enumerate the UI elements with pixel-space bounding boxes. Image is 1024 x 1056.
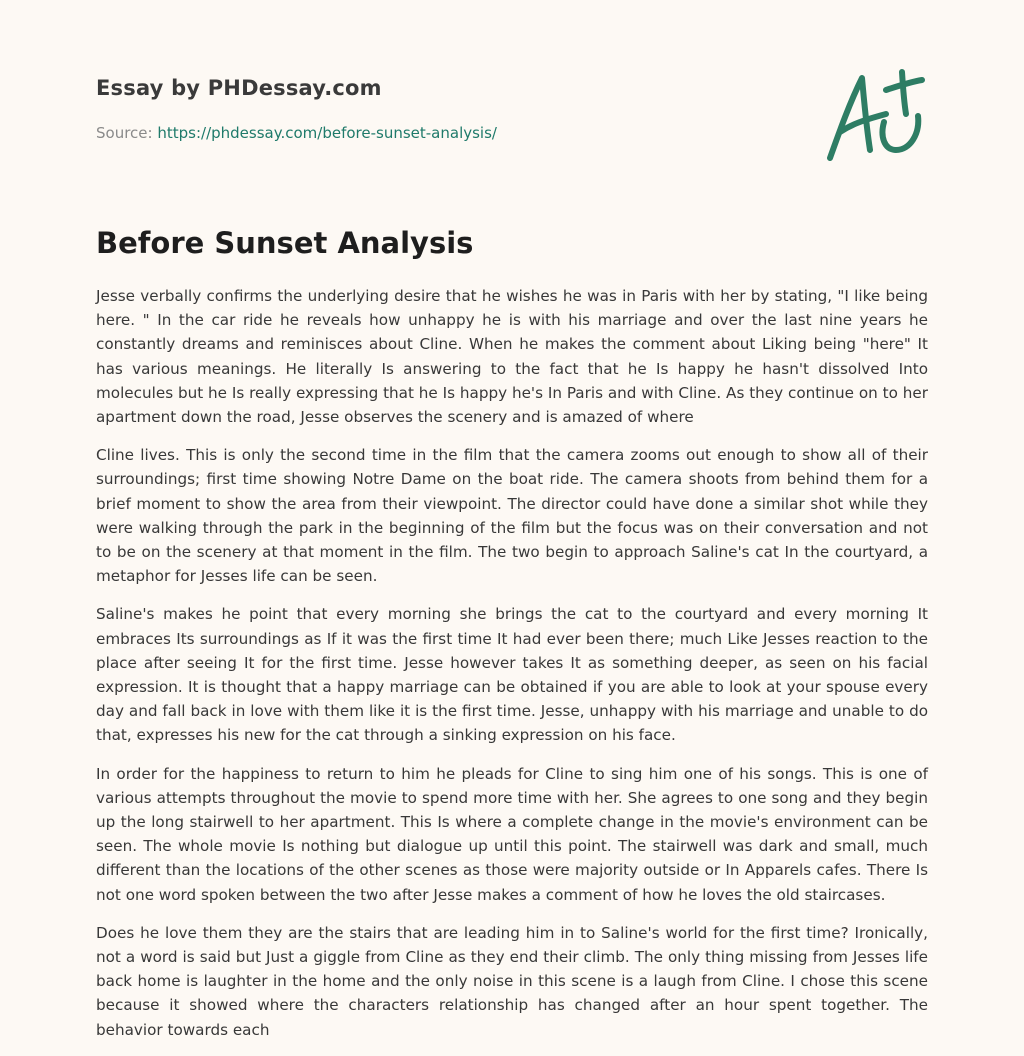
paragraph: In order for the happiness to return to him he pleads for Cline to sing him one of his songs. This is one of various attempts throughout the movie to spend more time with her. She agrees to one song and they begin up the long stairwell to her apartment. This Is where a complete change in the movie's environment can be seen. The whole movie Is nothing but dialogue up until this point. The stairwell was dark and small, much different than the locations of the other scenes as those were majority outside or In Apparels cafes. There Is not one word spoken between the two after Jesse makes a comment of how he loves the old staircases. [96, 764, 928, 904]
source-label: Source: [96, 124, 153, 142]
paragraph: Saline's makes he point that every morning she brings the cat to the courtyard and every morning It embraces Its surroundings as If it was the first time It had ever been there; much Like Jesses reaction to the place after seeing It for the first time. Jesse however takes It as something deeper, as seen on his facial expression. It is thought that a happy marriage can be obtained if you are able to look at your spouse every day and fall back in love with them like it is the first time. Jesse, unhappy with his marriage and unable to do that, expresses his new for the cat through a sinking expression on his face. [96, 605, 928, 745]
page-title: Before Sunset Analysis [96, 226, 474, 260]
header-source [96, 124, 497, 142]
a-plus-logo-icon [820, 64, 930, 168]
essay-content [96, 284, 928, 1056]
paragraph: Jesse verbally confirms the underlying desire that he wishes he was in Paris with her by stating, "I like being here. " In the car ride he reveals how unhappy he is with his marriage and over the last nine years he constantly dreams and reminisces about Cline. When he makes the comment about Liking being "here" It has various meanings. He literally Is answering to the fact that he Is happy he hasn't dissolved Into molecules but he Is really expressing that he Is happy he's In Paris and with Cline. As they continue on to her apartment down the road, Jesse observes the scenery and is amazed of where [96, 287, 928, 427]
paragraph: Does he love them they are the stairs that are leading him in to Saline's world for the first time? Ironically, not a word is said but Just a giggle from Cline as they end their climb. The only thing missing from Jesses life back home is laughter in the home and the only noise in this scene is a laugh from Cline. I chose this scene because it showed where the characters relationship has changed after an hour spent together. The behavior towards each [96, 923, 928, 1039]
source-link[interactable]: https://phdessay.com/before-sunset-analysis/ [157, 124, 497, 142]
header-brand: Essay by PHDessay.com [96, 76, 382, 100]
paragraph: Cline lives. This is only the second time in the film that the camera zooms out enough to show all of their surroundings; first time showing Notre Dame on the boat ride. The camera shoots from behind them for a brief moment to show the area from their viewpoint. The director could have done a similar shot while they were walking through the park in the beginning of the film but the focus was on their conversation and not to be on the scenery at that moment in the film. The two begin to approach Saline's cat In the courtyard, a metaphor for Jesses life can be seen. [96, 446, 928, 586]
